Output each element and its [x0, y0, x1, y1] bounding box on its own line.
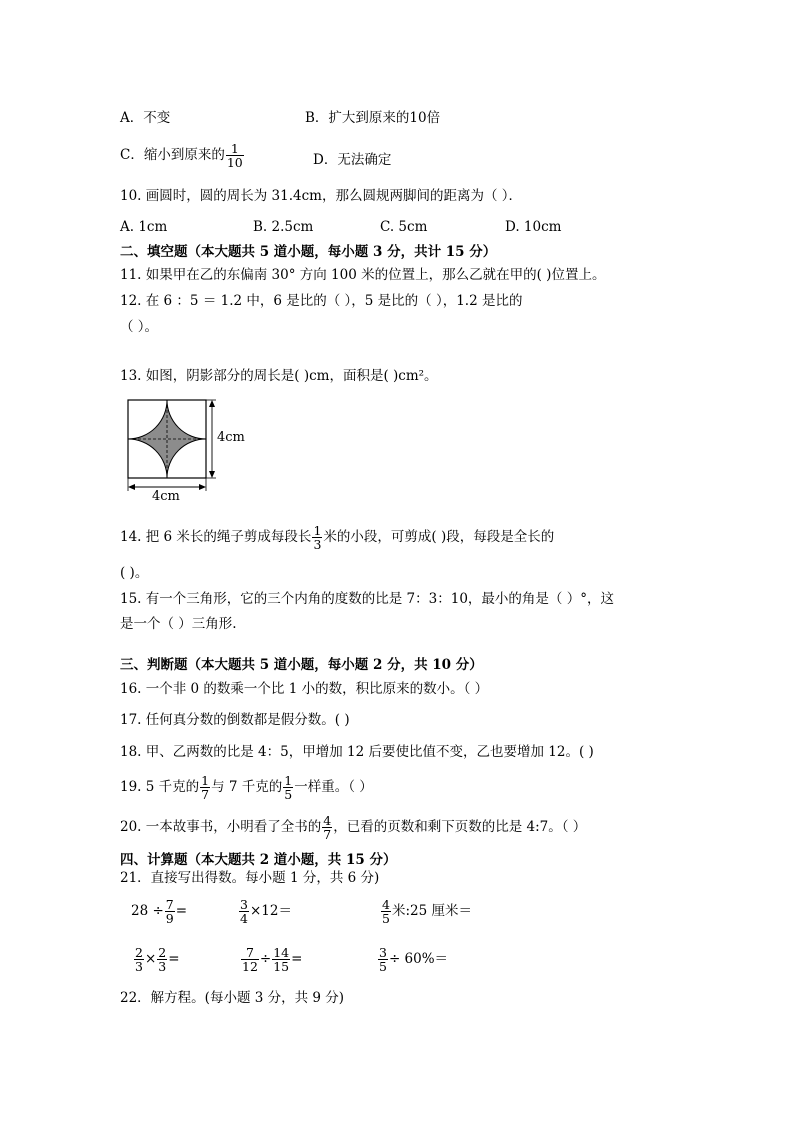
- shaded-star-diagram: [120, 392, 260, 507]
- section-heading-true-false: 三、判断题（本大题共 5 道小题，每小题 2 分，共 10 分）: [120, 657, 483, 673]
- fraction: $\frac{1}{7}$: [201, 773, 210, 802]
- q12-text-line2: （ ）。: [120, 319, 159, 335]
- fraction: $\frac{7}{9}$: [165, 897, 174, 926]
- fraction: $\frac{14}{15}$: [273, 945, 290, 974]
- fraction: $\frac{4}{7}$: [323, 813, 332, 842]
- fraction: $\frac{1}{3}$: [313, 523, 322, 552]
- q14-text-line1: 14. 把 6 米长的绳子剪成每段长 $\frac{1}{3}$ 米的小段，可剪成( )段，每段是全长的: [120, 523, 555, 552]
- fraction: $\frac{3}{4}$: [240, 897, 248, 926]
- side-length-label: 4cm: [217, 430, 245, 445]
- fraction: $\frac{1}{10}$: [226, 141, 243, 170]
- q15-text-line1: 15. 有一个三角形，它的三个内角的度数的比是 7：3：10，最小的角是（ ）°，这: [120, 591, 614, 607]
- q16-text: 16. 一个非 0 的数乘一个比 1 小的数，积比原来的数小。（ ）: [120, 681, 489, 697]
- fraction: $\frac{3}{5}$: [379, 945, 387, 974]
- calc-item-3: $\frac{4}{5}$ 米:25 厘米＝: [382, 897, 472, 926]
- section-heading-fill-blank: 二、填空题（本大题共 5 道小题，每小题 3 分，共计 15 分）: [120, 244, 497, 260]
- q10-option-d: D. 10cm: [505, 219, 562, 235]
- fraction: $\frac{1}{5}$: [284, 773, 293, 802]
- q19-text: 19. 5 千克的 $\frac{1}{7}$ 与 7 千克的 $\frac{1}{5}$ 一样重。（ ）: [120, 773, 373, 802]
- calc-item-4: $\frac{2}{3}$ × $\frac{2}{3}$ =: [135, 945, 180, 974]
- bottom-length-label: 4cm: [152, 489, 180, 504]
- section-heading-calculation: 四、计算题（本大题共 2 道小题，共 15 分）: [120, 852, 397, 868]
- q10-option-b: B. 2.5cm: [253, 219, 314, 235]
- fraction: $\frac{2}{3}$: [158, 945, 167, 974]
- q18-text: 18. 甲、乙两数的比是 4：5，甲增加 12 后要使比值不变，乙也要增加 12。( ): [120, 744, 594, 760]
- fraction: $\frac{7}{12}$: [242, 945, 258, 974]
- q22-text: 22．解方程。(每小题 3 分，共 9 分): [120, 990, 345, 1006]
- calc-item-2: $\frac{3}{4}$ ×12＝: [240, 897, 292, 926]
- q9-option-d: D．无法确定: [313, 152, 392, 168]
- calc-item-1: 28 ÷ $\frac{7}{9}$ =: [131, 897, 188, 926]
- q17-text: 17. 任何真分数的倒数都是假分数。( ): [120, 712, 350, 728]
- calc-item-5: $\frac{7}{12}$ ÷ $\frac{14}{15}$ =: [242, 945, 303, 974]
- q20-text: 20. 一本故事书，小明看了全书的 $\frac{4}{7}$ ，已看的页数和剩下页数的比是 4:7。（ ）: [120, 813, 587, 842]
- q9-option-c: [120, 142, 245, 169]
- q15-text-line2: 是一个（ ）三角形.: [120, 616, 237, 632]
- q21-text: 21．直接写出得数。每小题 1 分，共 6 分): [120, 870, 380, 886]
- q9-option-c-text: C．缩小到原来的: [120, 147, 225, 163]
- calc-item-6: $\frac{3}{5}$ ÷ 60%＝: [379, 945, 449, 974]
- q13-figure: [120, 392, 260, 511]
- q10-text: 10. 画圆时，圆的周长为 31.4cm，那么圆规两脚间的距离为（ ）．: [120, 188, 523, 204]
- fraction: $\frac{2}{3}$: [135, 945, 143, 974]
- q10-option-a: A. 1cm: [120, 219, 168, 235]
- q14-text-line2: ( )。: [120, 565, 149, 581]
- q9-option-b: B．扩大到原来的10倍: [305, 110, 441, 126]
- q9-option-a: A．不变: [120, 110, 171, 126]
- q11-text: 11. 如果甲在乙的东偏南 30° 方向 100 米的位置上，那么乙就在甲的( )位置上。: [120, 267, 606, 283]
- fraction: $\frac{4}{5}$: [382, 897, 390, 926]
- q13-text: 13. 如图，阴影部分的周长是( )cm，面积是( )cm²。: [120, 368, 438, 384]
- q10-option-c: C. 5cm: [380, 219, 428, 235]
- q12-text-line1: 12. 在 6 ：5 ＝ 1.2 中，6 是比的（ ），5 是比的（ ），1.2 是比的: [120, 293, 523, 309]
